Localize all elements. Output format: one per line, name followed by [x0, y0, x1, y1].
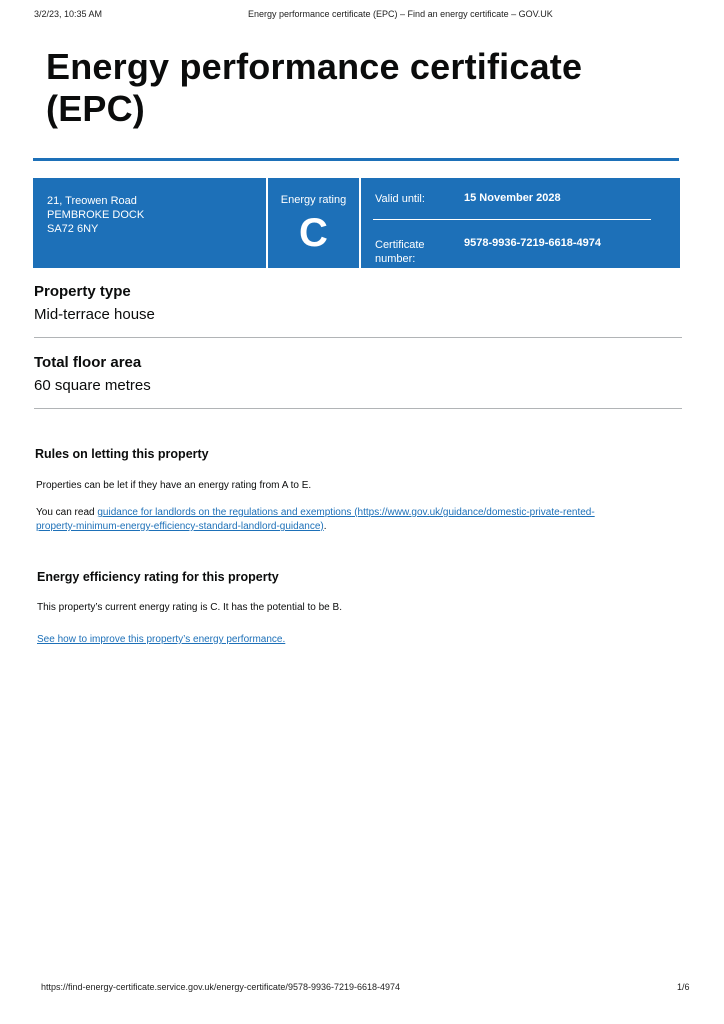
- property-type-label: Property type: [34, 283, 131, 300]
- banner-divider: [359, 178, 361, 268]
- epc-summary-banner: [33, 178, 680, 268]
- address-line-1: 21, Treowen Road: [47, 195, 137, 207]
- address-line-3: SA72 6NY: [47, 223, 99, 235]
- print-page-number: 1/6: [677, 982, 690, 992]
- print-timestamp: 3/2/23, 10:35 AM: [34, 9, 103, 19]
- letting-guidance-suffix: .: [323, 521, 327, 532]
- letting-guidance-prefix: You can read: [36, 507, 98, 518]
- certificate-label-line-1: Certificate: [375, 239, 425, 251]
- print-page-title: Energy performance certificate (EPC) – Find an energy certificate – GOV.UK: [248, 9, 553, 19]
- property-type-section: [34, 282, 682, 325]
- letting-rules-heading: Rules on letting this property: [35, 447, 209, 461]
- floor-area-section: [34, 353, 682, 396]
- property-address: [47, 194, 144, 236]
- floor-area-label: Total floor area: [34, 354, 142, 371]
- print-header: [0, 9, 724, 23]
- improve-performance-paragraph: [37, 633, 677, 647]
- efficiency-rating-heading: Energy efficiency rating for this property: [37, 570, 279, 584]
- print-footer-url: https://find-energy-certificate.service.gov.uk/energy-certificate/9578-9936-7219-6618-4974: [41, 982, 401, 992]
- landlord-guidance-link[interactable]: [36, 507, 595, 532]
- title-divider: [33, 158, 679, 161]
- letting-rules-text: Properties can be let if they have an energy rating from A to E.: [36, 480, 312, 491]
- address-line-2: PEMBROKE DOCK: [47, 209, 145, 221]
- improve-performance-link[interactable]: See how to improve this property’s energy performance.: [37, 634, 286, 645]
- section-divider: [34, 408, 682, 409]
- efficiency-rating-text: This property’s current energy rating is C. It has the potential to be B.: [37, 602, 342, 613]
- certificate-number-value: 9578-9936-7219-6618-4974: [464, 237, 602, 249]
- valid-until-label: Valid until:: [375, 193, 425, 205]
- energy-rating-label: Energy rating: [280, 194, 347, 206]
- valid-until-value: 15 November 2028: [464, 192, 561, 204]
- letting-guidance-paragraph: [36, 506, 676, 534]
- certificate-label-line-2: number:: [375, 253, 416, 265]
- certificate-number-label: [375, 238, 425, 266]
- property-type-value: Mid-terrace house: [34, 306, 155, 323]
- page-title: Energy performance certificate (EPC): [46, 46, 583, 129]
- floor-area-value: 60 square metres: [34, 377, 151, 394]
- landlord-guidance-url-2: property-minimum-energy-efficiency-standard-landlord-guidance): [36, 521, 324, 532]
- landlord-guidance-url-1: (https://www.gov.uk/guidance/domestic-private-rented-: [351, 507, 595, 518]
- section-divider: [34, 337, 682, 338]
- energy-rating-letter: C: [299, 211, 328, 255]
- banner-inner-divider: [373, 219, 651, 220]
- landlord-guidance-link-text: guidance for landlords on the regulations and exemptions: [97, 507, 352, 518]
